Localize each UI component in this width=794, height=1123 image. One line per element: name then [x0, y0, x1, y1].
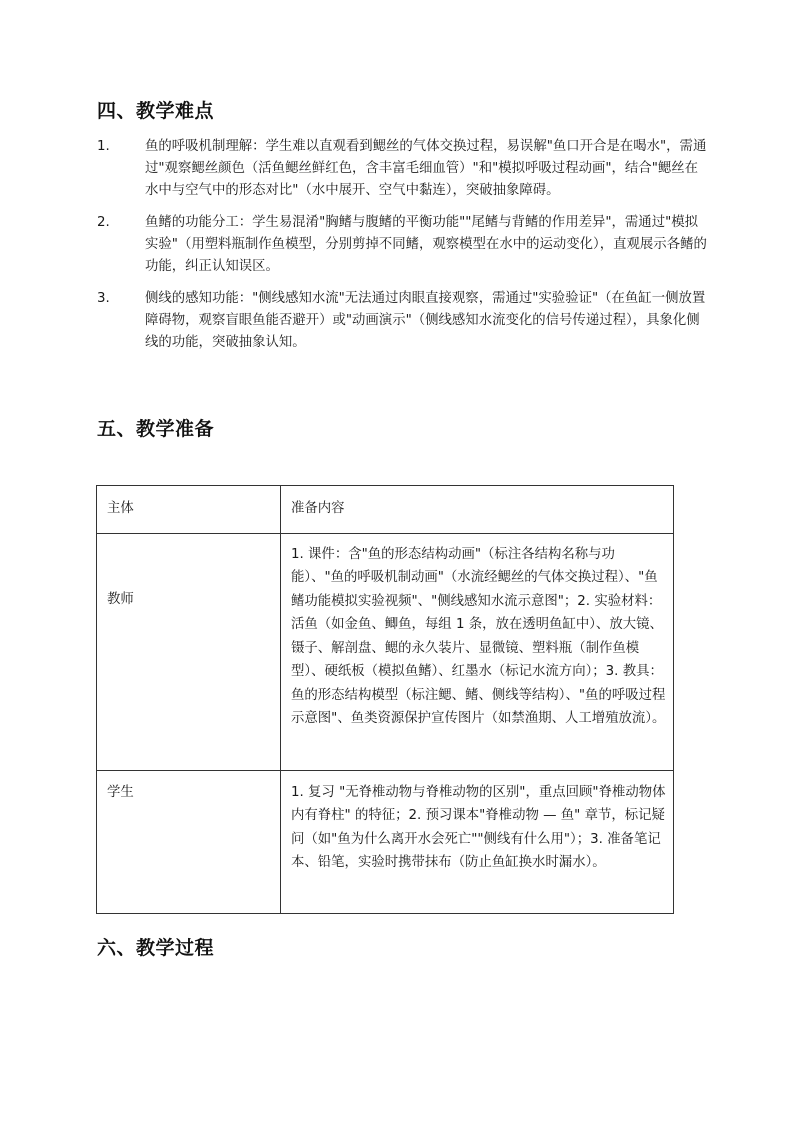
- list-item-text: 侧线的感知功能："侧线感知水流"无法通过肉眼直接观察，需通过"实验验证"（在鱼缸一侧放置障碍物，观察盲眼鱼能否避开）或"动画演示"（侧线感知水流变化的信号传递过程），具象化侧线的功能，突破抽象认知。: [145, 291, 706, 350]
- table-cell-subject: 教师: [107, 591, 134, 607]
- list-item-text: 鱼鳍的功能分工：学生易混淆"胸鳍与腹鳍的平衡功能""尾鳍与背鳍的作用差异"，需通过"模拟实验"（用塑料瓶制作鱼模型，分别剪掉不同鳍，观察模型在水中的运动变化），直观展示各鳍的功能，纠正认知误区。: [145, 215, 707, 274]
- table-header-cell: [281, 486, 674, 534]
- table-cell: [97, 770, 281, 913]
- section-title-difficulties: 四、教学难点: [97, 100, 215, 122]
- table-cell: [97, 533, 281, 770]
- table-cell: [281, 770, 674, 913]
- table-cell-content: 1. 课件：含"鱼的形态结构动画"（标注各结构名称与功能）、"鱼的呼吸机制动画"（水流经鳃丝的气体交换过程）、"鱼鳍功能模拟实验视频"、"侧线感知水流示意图"；2. 实验材料：活鱼（如金鱼、鲫鱼，每组 1 条，放在透明鱼缸中）、放大镜、镊子、解剖盘、鳃的永久装片、显微镜、塑料瓶（制作鱼模型）、硬纸板（模拟鱼鳍）、红墨水（标记水流方向）；3. 教具：鱼的形态结构模型（标注鳃、鳍、侧线等结构）、"鱼的呼吸过程示意图"、鱼类资源保护宣传图片（如禁渔期、人工增殖放流）。: [291, 546, 666, 726]
- table-header-row: [97, 486, 674, 534]
- list-item: [97, 136, 707, 202]
- list-item-number: 3.: [97, 291, 110, 306]
- list-item: [97, 212, 707, 278]
- section-title-process: 六、教学过程: [97, 937, 215, 959]
- table-row: [97, 533, 674, 770]
- preparation-table: [96, 485, 674, 914]
- table-row: [97, 770, 674, 913]
- section-title-preparation: 五、教学准备: [97, 418, 215, 440]
- list-item-text: 鱼的呼吸机制理解：学生难以直观看到鳃丝的气体交换过程，易误解"鱼口开合是在喝水"，需通过"观察鳃丝颜色（活鱼鳃丝鲜红色，含丰富毛细血管）"和"模拟呼吸过程动画"，结合"鳃丝在水中与空气中的形态对比"（水中展开、空气中黏连），突破抽象障碍。: [145, 139, 707, 198]
- table-cell-content: 1. 复习 "无脊椎动物与脊椎动物的区别"，重点回顾"脊椎动物体内有脊柱" 的特征；2. 预习课本"脊椎动物 — 鱼" 章节，标记疑问（如"鱼为什么离开水会死亡""侧线有什么用"）；3. 准备笔记本、铅笔，实验时携带抹布（防止鱼缸换水时漏水）。: [291, 784, 666, 870]
- table-cell-subject: 学生: [107, 784, 134, 800]
- table-header-cell: [97, 486, 281, 534]
- list-item-number: 1.: [97, 139, 110, 154]
- list-item: [97, 288, 707, 354]
- table-cell: [281, 533, 674, 770]
- difficulties-list: [97, 136, 707, 364]
- table-header-content: 准备内容: [291, 501, 345, 516]
- table-header-subject: 主体: [107, 501, 134, 516]
- list-item-number: 2.: [97, 215, 110, 230]
